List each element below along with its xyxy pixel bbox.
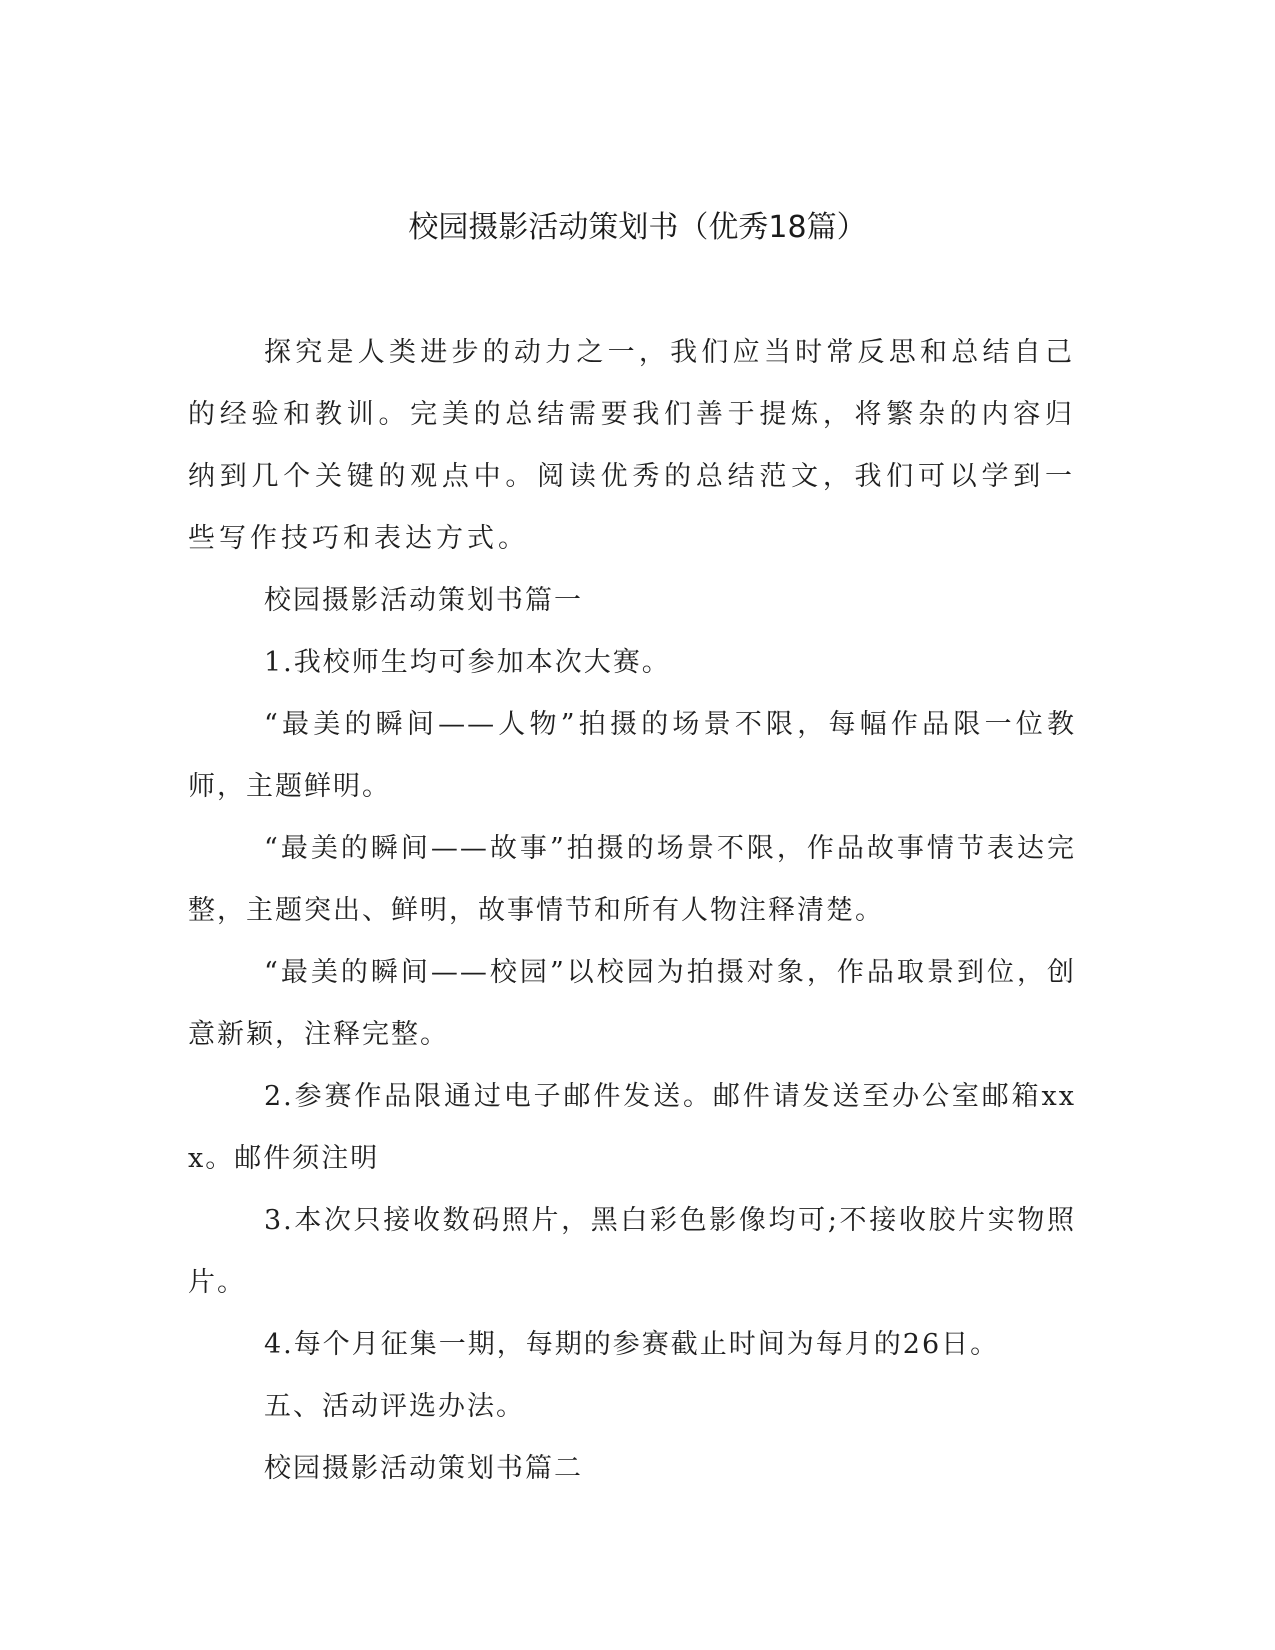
section-evaluation: 五、活动评选办法。 bbox=[264, 1391, 525, 1422]
category-story: “最美的瞬间——故事”拍摄的场景不限，作品故事情节表达完整，主题突出、鲜明，故事情节和所有人物注释清楚。 bbox=[188, 833, 1076, 926]
section-heading-1: 校园摄影活动策划书篇一 bbox=[264, 585, 583, 616]
intro-paragraph: 探究是人类进步的动力之一，我们应当时常反思和总结自己的经验和教训。完美的总结需要我们善于提炼，将繁杂的内容归纳到几个关键的观点中。阅读优秀的总结范文，我们可以学到一些写作技巧和表达方式。 bbox=[188, 337, 1076, 554]
section-heading-2: 校园摄影活动策划书篇二 bbox=[264, 1453, 583, 1484]
rule-item-2: 2.参赛作品限通过电子邮件发送。邮件请发送至办公室邮箱xxx。邮件须注明 bbox=[188, 1081, 1076, 1174]
document-title: 校园摄影活动策划书（优秀18篇） bbox=[408, 210, 867, 245]
category-people: “最美的瞬间——人物”拍摄的场景不限，每幅作品限一位教师，主题鲜明。 bbox=[188, 709, 1076, 802]
rule-item-3: 3.本次只接收数码照片，黑白彩色影像均可;不接收胶片实物照片。 bbox=[188, 1205, 1076, 1298]
rule-item-1: 1.我校师生均可参加本次大赛。 bbox=[264, 647, 671, 678]
document-body bbox=[188, 322, 1076, 1500]
category-campus: “最美的瞬间——校园”以校园为拍摄对象，作品取景到位，创意新颖，注释完整。 bbox=[188, 957, 1076, 1050]
rule-item-4: 4.每个月征集一期，每期的参赛截止时间为每月的26日。 bbox=[264, 1329, 1000, 1360]
